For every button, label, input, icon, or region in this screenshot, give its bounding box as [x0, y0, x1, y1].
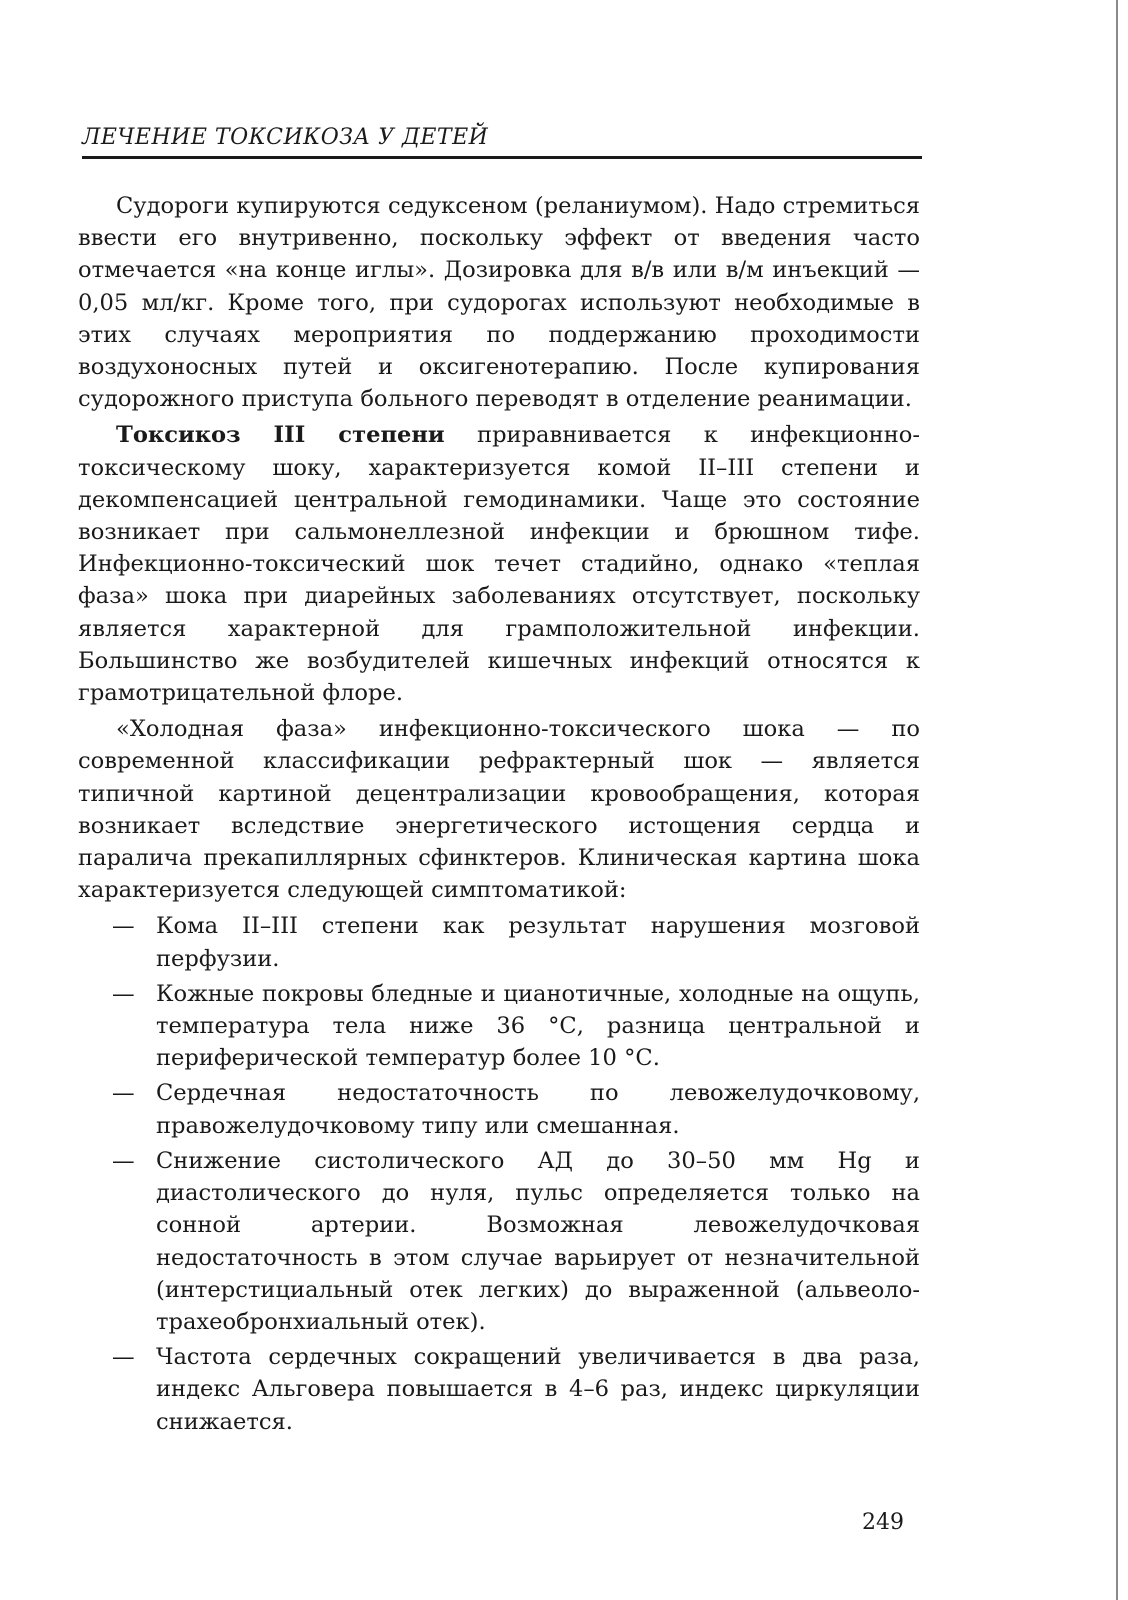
dash-bullet: —: [112, 1344, 135, 1371]
running-head: [82, 124, 922, 159]
page-edge-line: [1116, 0, 1118, 1600]
dash-bullet: —: [112, 980, 135, 1007]
dash-bullet: —: [112, 913, 135, 940]
list-item-text: Частота сердечных сокращений увеличивается в два раза, индекс Альговера повышается в 4–6 раз, индекс циркуляции снижается.: [156, 1344, 920, 1435]
dash-bullet: —: [112, 1080, 135, 1107]
list-item: [78, 1077, 920, 1141]
paragraph-seizures: Судороги купируются седуксеном (реланиумом). Надо стремиться ввести его внутривенно, поскольку эффект от введения часто отмечается «на конце иглы». Дозировка для в/в или в/м инъекций — 0,05 мл/кг. Кроме того, при судорогах используют необходимые в этих случаях мероприятия по поддержанию проходимости воздухоносных путей и оксигенотерапию. После купирования судорожного приступа больного переводят в отделение реанимации.: [78, 193, 920, 413]
list-item: [78, 1341, 920, 1438]
symptom-list: [78, 910, 920, 1437]
list-item-text: Кожные покровы бледные и цианотичные, холодные на ощупь, температура тела ниже 36 °С, разница центральной и периферической температур более 10 °С.: [156, 980, 920, 1072]
list-item: [78, 910, 920, 974]
paragraph-toxicosis-grade-3: [78, 419, 920, 709]
paragraph-lead-term: Токсикоз III степени: [116, 422, 445, 449]
list-item-text: Снижение систолического АД до 30–50 мм Hg и диастолического до нуля, пульс определяется только на сонной артерии. Возможная левожелудочковая недостаточность в этом случае варьирует от незначительной (интерстициальный отек легких) до выраженной (альвеоло-трахеобронхиальный отек).: [156, 1147, 920, 1335]
page-body: [78, 190, 920, 1441]
paragraph-cold-phase: «Холодная фаза» инфекционно-токсического шока — по современной классификации рефрактерный шок — является типичной картиной децентрализации кровообращения, которая возникает вследствие энергетического истощения сердца и паралича прекапиллярных сфинктеров. Клиническая картина шока характеризуется следующей симптоматикой:: [78, 716, 920, 904]
list-item: [78, 1145, 920, 1338]
list-item: [78, 978, 920, 1075]
dash-bullet: —: [112, 1147, 135, 1174]
page-number: 249: [862, 1510, 904, 1535]
list-item-text: Кома II–III степени как результат нарушения мозговой перфузии.: [156, 913, 920, 972]
running-head-title: ЛЕЧЕНИЕ ТОКСИКОЗА У ДЕТЕЙ: [82, 125, 489, 150]
paragraph-body-text: приравнивается к инфекционно-токсическому шоку, характеризуется комой II–III степени и декомпенсацией центральной гемодинамики. Чаще это состояние возникает при сальмонеллезной инфекции и брюшном тифе. Инфекционно-токсический шок течет стадийно, однако «теплая фаза» шока при диарейных заболеваниях отсутствует, поскольку является характерной для грамположительной инфекции. Большинство же возбудителей кишечных инфекций относятся к грамотрицательной флоре.: [78, 422, 921, 707]
list-item-text: Сердечная недостаточность по левожелудочковому, правожелудочковому типу или смешанная.: [156, 1080, 920, 1139]
running-head-rule: [82, 156, 922, 159]
